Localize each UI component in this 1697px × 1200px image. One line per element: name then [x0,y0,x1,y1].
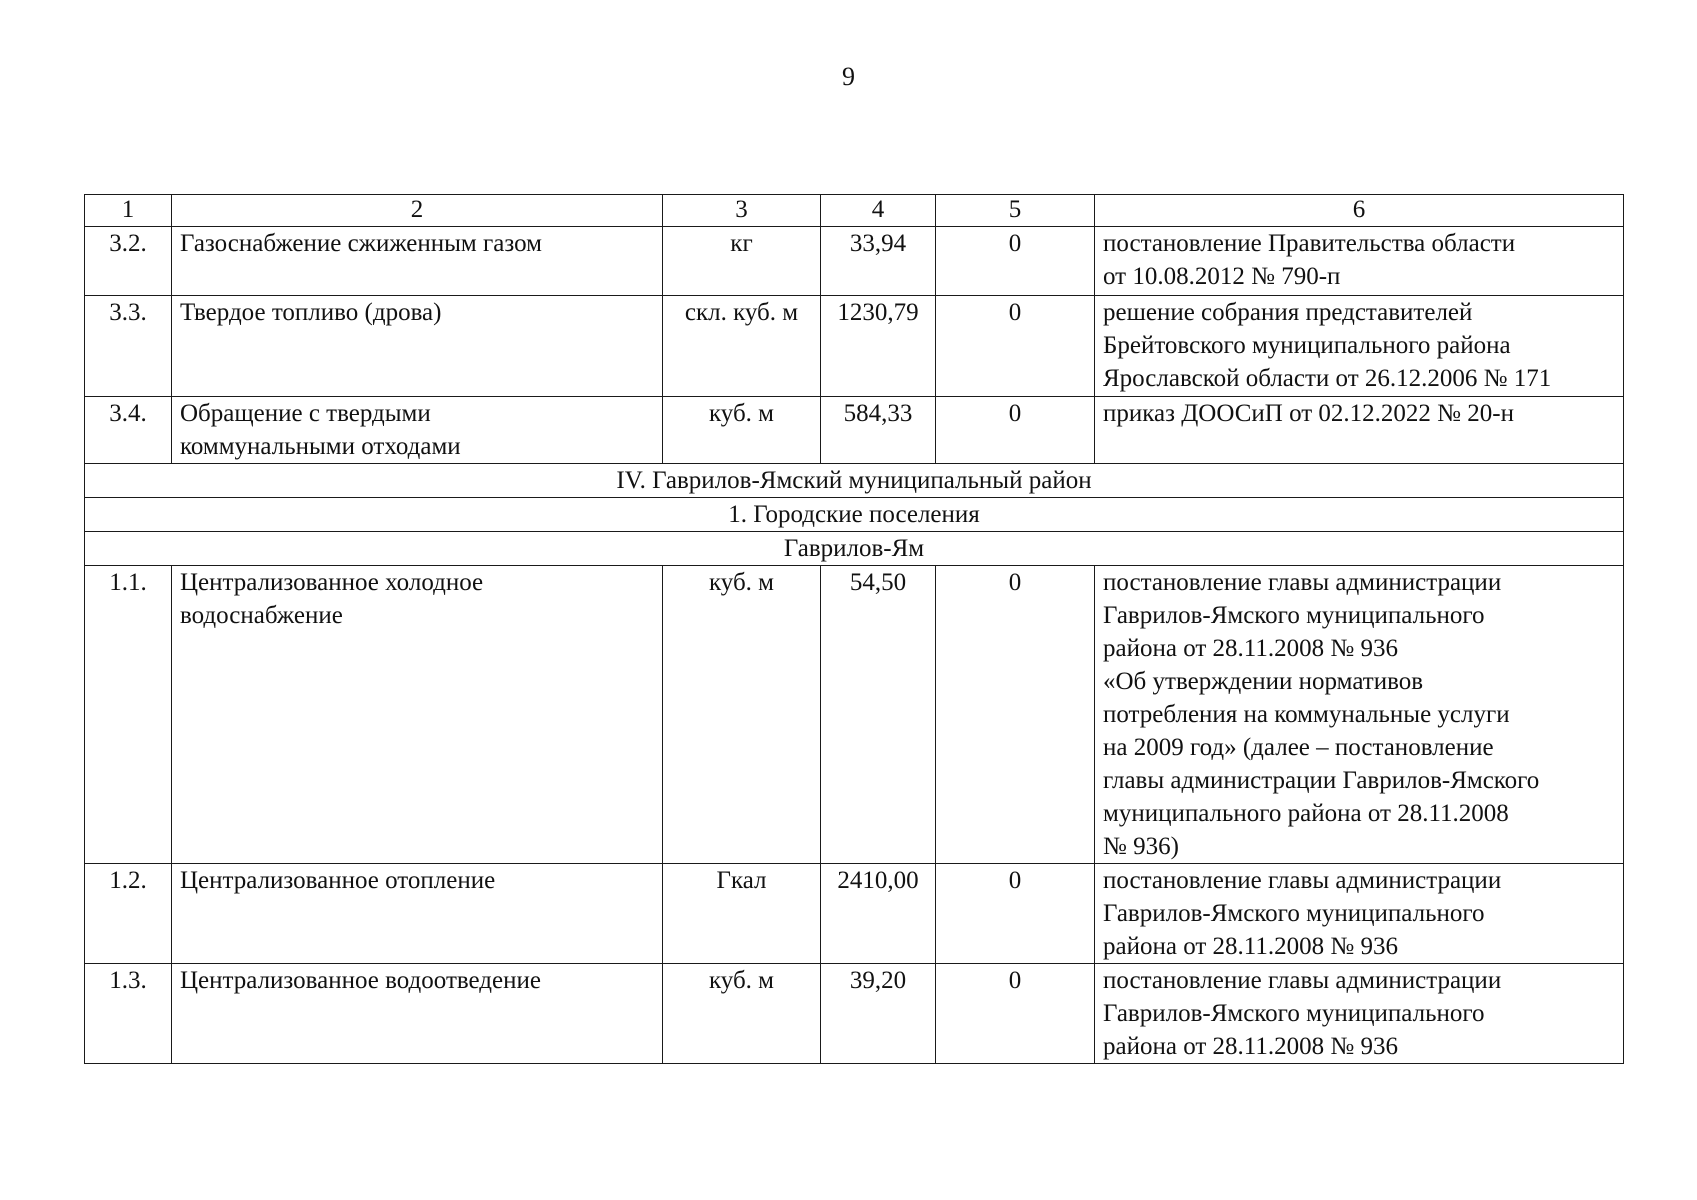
basis-cell [1095,864,1624,964]
unit-cell: скл. куб. м [663,296,821,397]
norms-table [84,194,1624,1064]
table-row [85,296,1624,397]
table-row [85,964,1624,1064]
unit-cell: Гкал [663,864,821,964]
basis-cell [1095,566,1624,864]
section-row-district [85,464,1624,498]
row-number: 1.2. [85,864,172,964]
service-name [172,227,663,296]
basis-cell [1095,227,1624,296]
row-number: 3.2. [85,227,172,296]
basis-line: Гаврилов-Ямского муниципального [1103,1000,1485,1027]
table-row [85,864,1624,964]
service-name [172,864,663,964]
table-row [85,397,1624,464]
service-name [172,397,663,464]
table-row [85,566,1624,864]
value-cell: 54,50 [821,566,936,864]
header-cell-3: 3 [663,195,821,227]
basis-line: Гаврилов-Ямского муниципального [1103,602,1485,629]
value-cell: 33,94 [821,227,936,296]
unit-cell: кг [663,227,821,296]
value-cell: 2410,00 [821,864,936,964]
section-title-settlements: 1. Городские поселения [85,498,1624,532]
basis-line: постановление главы администрации [1103,569,1502,596]
basis-line: района от 28.11.2008 № 936 [1103,635,1398,662]
service-name-line: водоснабжение [180,602,343,629]
basis-cell [1095,964,1624,1064]
basis-line: потребления на коммунальные услуги [1103,701,1510,728]
unit-cell: куб. м [663,964,821,1064]
service-name [172,964,663,1064]
section-row-town [85,532,1624,566]
row-number: 1.3. [85,964,172,1064]
page-number: 9 [842,62,855,91]
col5-cell: 0 [936,227,1095,296]
basis-line: постановление Правительства области [1103,230,1516,257]
row-number: 3.4. [85,397,172,464]
header-cell-2: 2 [172,195,663,227]
service-name-line: Газоснабжение сжиженным газом [180,230,542,257]
value-cell: 1230,79 [821,296,936,397]
service-name [172,566,663,864]
service-name-line: Твердое топливо (дрова) [180,299,442,326]
col5-cell: 0 [936,964,1095,1064]
basis-line: решение собрания представителей [1103,299,1473,326]
basis-line: Ярославской области от 26.12.2006 № 171 [1103,365,1552,392]
service-name [172,296,663,397]
col5-cell: 0 [936,397,1095,464]
basis-line: постановление главы администрации [1103,867,1502,894]
basis-line: района от 28.11.2008 № 936 [1103,1033,1398,1060]
service-name-line: Централизованное водоотведение [180,967,541,994]
basis-cell [1095,296,1624,397]
service-name-line: Централизованное холодное [180,569,484,596]
header-cell-5: 5 [936,195,1095,227]
header-cell-6: 6 [1095,195,1624,227]
basis-line: главы администрации Гаврилов-Ямского [1103,767,1540,794]
col5-cell: 0 [936,296,1095,397]
row-number: 3.3. [85,296,172,397]
basis-line: Гаврилов-Ямского муниципального [1103,900,1485,927]
header-cell-1: 1 [85,195,172,227]
basis-line: Брейтовского муниципального района [1103,332,1511,359]
basis-line: № 936) [1103,833,1179,860]
col5-cell: 0 [936,566,1095,864]
service-name-line: коммунальными отходами [180,433,461,460]
service-name-line: Централизованное отопление [180,867,496,894]
basis-cell [1095,397,1624,464]
unit-cell: куб. м [663,397,821,464]
row-number: 1.1. [85,566,172,864]
service-name-line: Обращение с твердыми [180,400,431,427]
basis-line: от 10.08.2012 № 790-п [1103,263,1341,290]
section-row-settlements [85,498,1624,532]
unit-cell: куб. м [663,566,821,864]
basis-line: района от 28.11.2008 № 936 [1103,933,1398,960]
basis-line: на 2009 год» (далее – постановление [1103,734,1494,761]
table-header-row [85,195,1624,227]
table-row [85,227,1624,296]
header-cell-4: 4 [821,195,936,227]
basis-line: «Об утверждении нормативов [1103,668,1424,695]
col5-cell: 0 [936,864,1095,964]
section-title-district: IV. Гаврилов-Ямский муниципальный район [85,464,1624,498]
value-cell: 584,33 [821,397,936,464]
value-cell: 39,20 [821,964,936,1064]
basis-line: приказ ДООСиП от 02.12.2022 № 20-н [1103,400,1514,427]
section-title-town: Гаврилов-Ям [85,532,1624,566]
basis-line: постановление главы администрации [1103,967,1502,994]
basis-line: муниципального района от 28.11.2008 [1103,800,1509,827]
